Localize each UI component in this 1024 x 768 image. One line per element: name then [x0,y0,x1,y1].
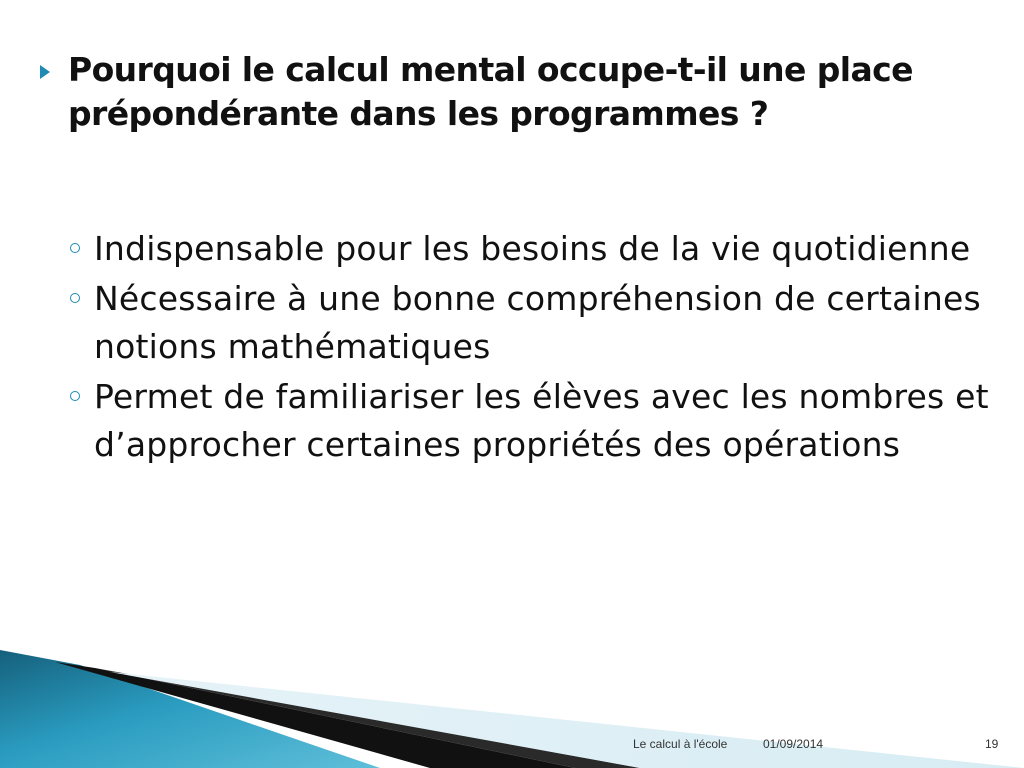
bullet-text: Permet de familiariser les élèves avec les nombres et d’approcher certaines propriétés des opérations [94,377,989,464]
bullet-text: Indispensable pour les besoins de la vie quotidienne [94,229,971,268]
circle-outline-icon [70,391,80,401]
main-bullet [38,48,1008,136]
bullet-list [70,225,990,471]
circle-outline-icon [70,293,80,303]
arrow-right-icon [38,62,54,82]
footer-title: Le calcul à l'école [633,737,728,751]
list-item [70,275,990,371]
list-item [70,373,990,469]
slide-heading: Pourquoi le calcul mental occupe-t-il une place prépondérante dans les programmes ? [68,50,913,133]
bullet-text: Nécessaire à une bonne compréhension de certaines notions mathématiques [94,279,981,366]
footer-date: 01/09/2014 [763,737,824,751]
list-item [70,225,990,273]
circle-outline-icon [70,243,80,253]
page-number: 19 [985,737,999,751]
